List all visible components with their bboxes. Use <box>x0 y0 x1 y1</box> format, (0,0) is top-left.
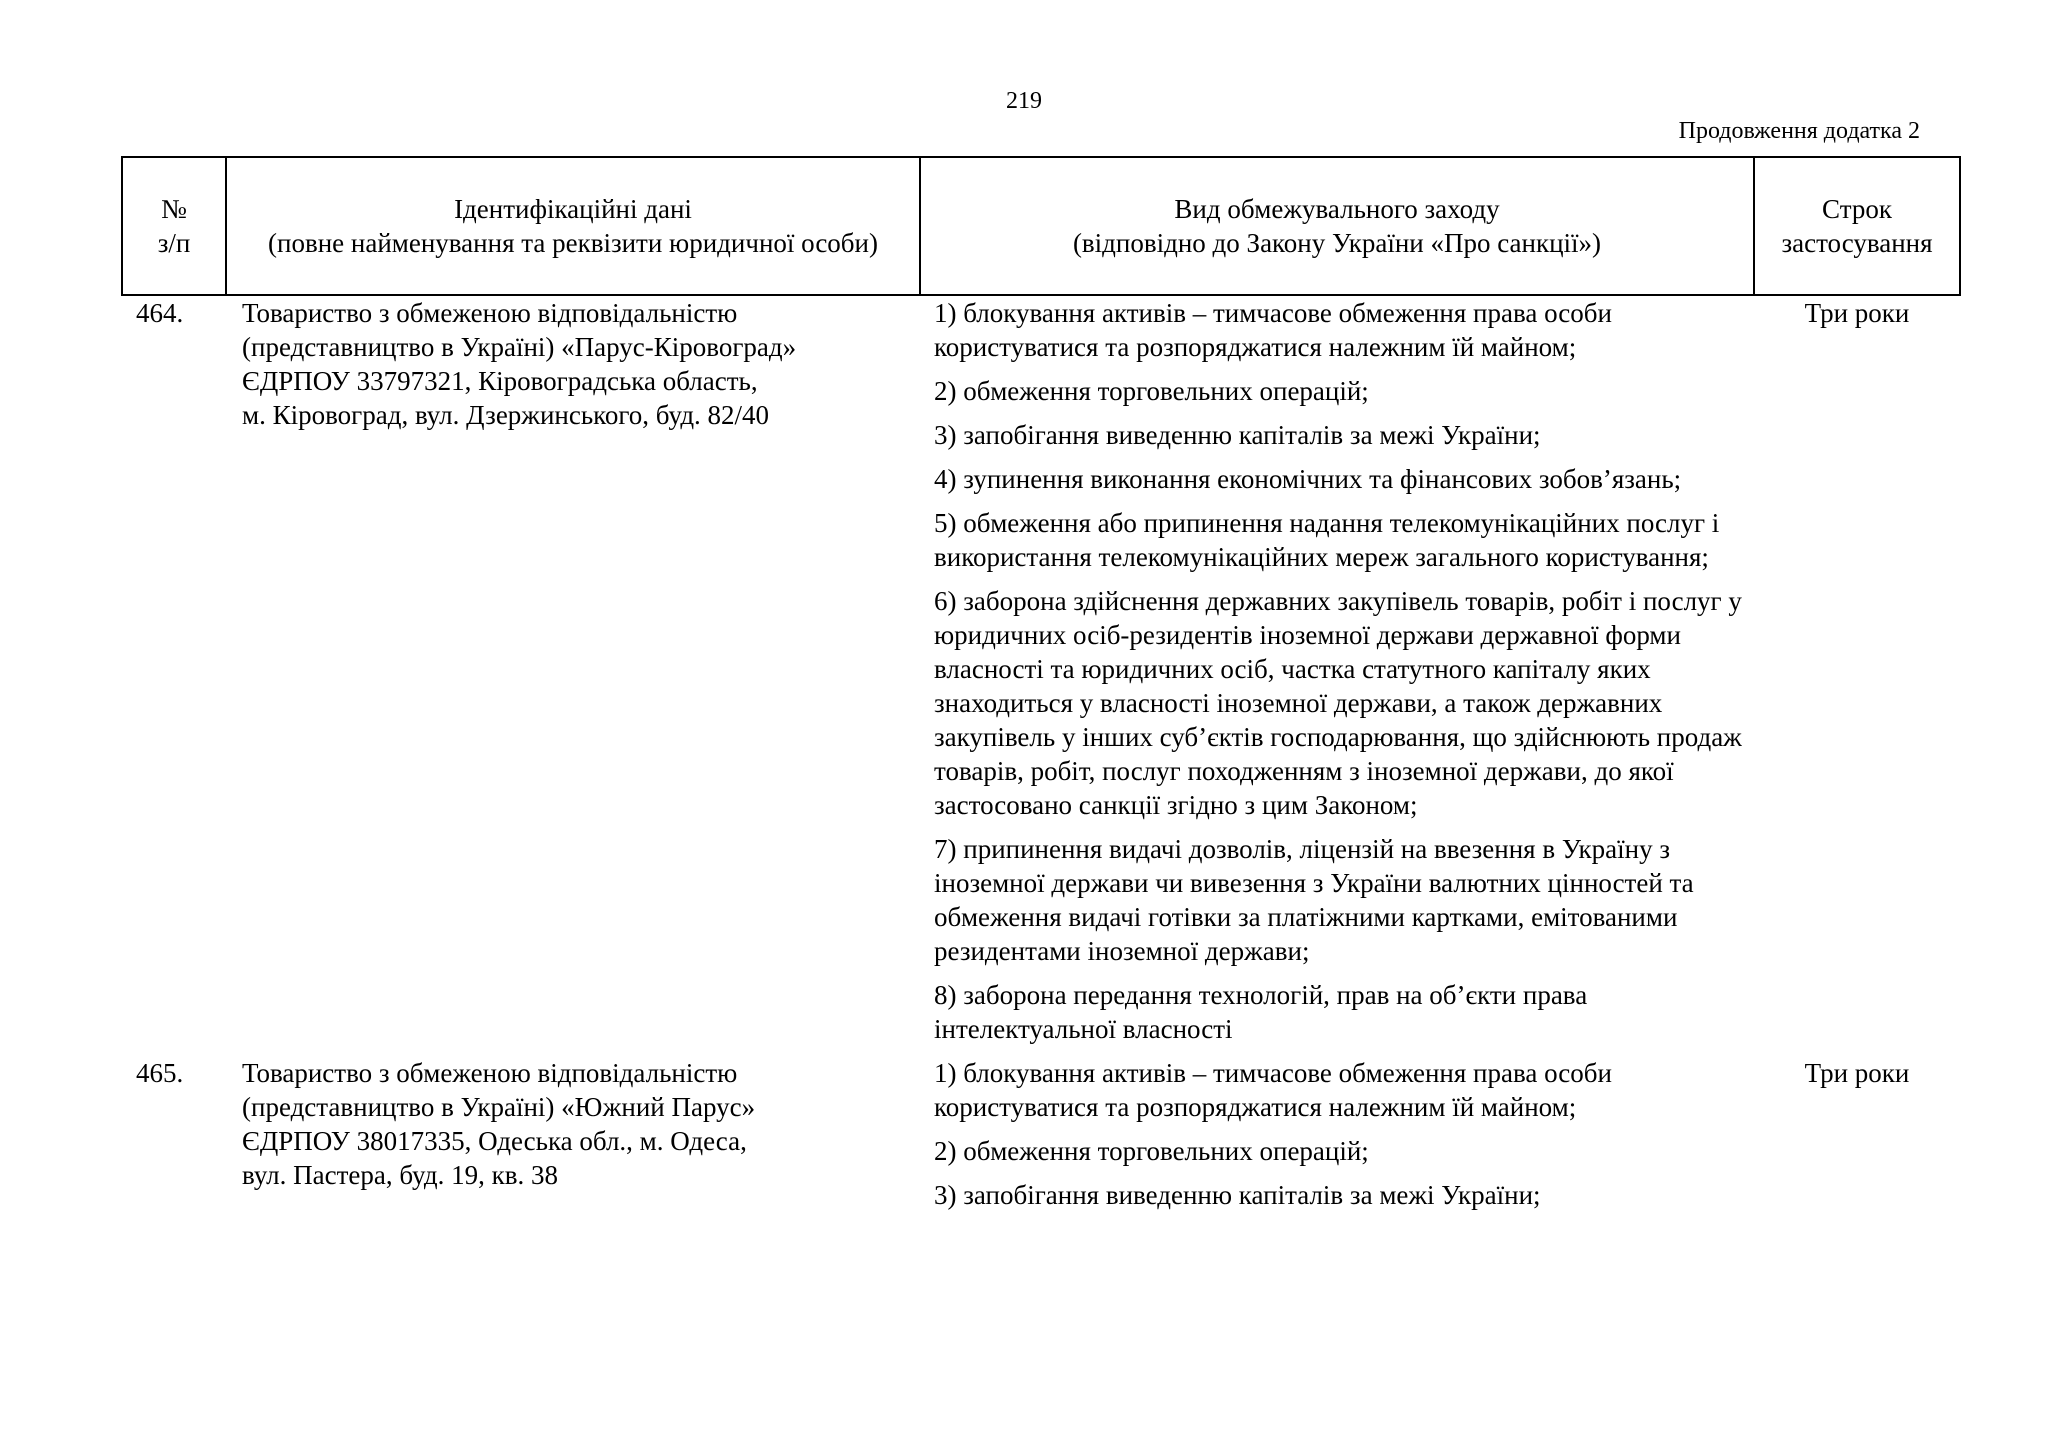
table-row <box>122 295 1960 1056</box>
measure-item: 2) обмеження торговельних операцій; <box>934 376 1369 406</box>
header-term-line: Строк <box>1822 194 1892 224</box>
row-measures <box>920 1056 1754 1222</box>
ident-line: ЄДРПОУ 38017335, Одеська обл., м. Одеса, <box>242 1126 747 1156</box>
measure-item: 3) запобігання виведенню капіталів за межі України; <box>934 420 1541 450</box>
row-number: 464. <box>136 298 184 328</box>
row-measures <box>920 295 1754 1056</box>
page-number: 219 <box>1006 88 1042 114</box>
measure-item: 4) зупинення виконання економічних та фінансових зобов’язань; <box>934 464 1682 494</box>
ident-line: вул. Пастера, буд. 19, кв. 38 <box>242 1160 558 1190</box>
ident-line: ЄДРПОУ 33797321, Кіровоградська область, <box>242 366 758 396</box>
measure-item: 1) блокування активів – тимчасове обмеження права особи користуватися та розпоряджатися належним їй майном; <box>934 1058 1612 1122</box>
header-num <box>122 157 226 295</box>
row-ident <box>226 1056 920 1222</box>
row-term: Три роки <box>1804 298 1910 328</box>
header-ident-line: (повне найменування та реквізити юридичної особи) <box>268 228 878 258</box>
measure-item: 1) блокування активів – тимчасове обмеження права особи користуватися та розпоряджатися належним їй майном; <box>934 298 1612 362</box>
table-row <box>122 1056 1960 1222</box>
header-measure <box>920 157 1754 295</box>
header-ident-line: Ідентифікаційні дані <box>454 194 692 224</box>
ident-line: Товариство з обмеженою відповідальністю <box>242 1058 738 1088</box>
measure-item: 2) обмеження торговельних операцій; <box>934 1136 1369 1166</box>
continuation-note: Продовження додатка 2 <box>1678 118 1920 144</box>
ident-line: м. Кіровоград, вул. Дзержинського, буд. 82/40 <box>242 400 770 430</box>
row-ident <box>226 295 920 1056</box>
measure-item: 5) обмеження або припинення надання телекомунікаційних послуг і використання телекомунікаційних мереж загального користування; <box>934 508 1720 572</box>
ident-line: (представництво в Україні) «Парус-Кіровоград» <box>242 332 797 362</box>
header-ident <box>226 157 920 295</box>
header-measure-line: (відповідно до Закону України «Про санкції») <box>1072 228 1602 258</box>
sanctions-table <box>121 156 1961 1222</box>
row-number: 465. <box>136 1058 184 1088</box>
ident-line: (представництво в Україні) «Южний Парус» <box>242 1092 756 1122</box>
ident-line: Товариство з обмеженою відповідальністю <box>242 298 738 328</box>
header-num-line: з/п <box>157 228 191 258</box>
table-header-row <box>122 157 1960 295</box>
row-term: Три роки <box>1804 1058 1910 1088</box>
measure-item: 3) запобігання виведенню капіталів за межі України; <box>934 1180 1541 1210</box>
measure-item: 7) припинення видачі дозволів, ліцензій на ввезення в Україну з іноземної держави чи вивезення з України валютних цінностей та обмеження видачі готівки за платіжними картками, емітованими резидентами іноземної держави; <box>934 834 1694 966</box>
header-measure-line: Вид обмежувального заходу <box>1174 194 1500 224</box>
header-term-line: застосування <box>1781 228 1933 258</box>
header-num-line: № <box>161 194 187 224</box>
measure-item: 6) заборона здійснення державних закупівель товарів, робіт і послуг у юридичних осіб-резидентів іноземної держави державної форми власності та юридичних осіб, частка статутного капіталу яких знаходиться у власності іноземної держави, а також державних закупівель у інших суб’єктів господарювання, що здійснюють продаж товарів, робіт, послуг походженням з іноземної держави, до якої застосовано санкції згідно з цим Законом; <box>934 586 1742 820</box>
header-term <box>1754 157 1960 295</box>
measure-item: 8) заборона передання технологій, прав на об’єкти права інтелектуальної власності <box>934 980 1588 1044</box>
